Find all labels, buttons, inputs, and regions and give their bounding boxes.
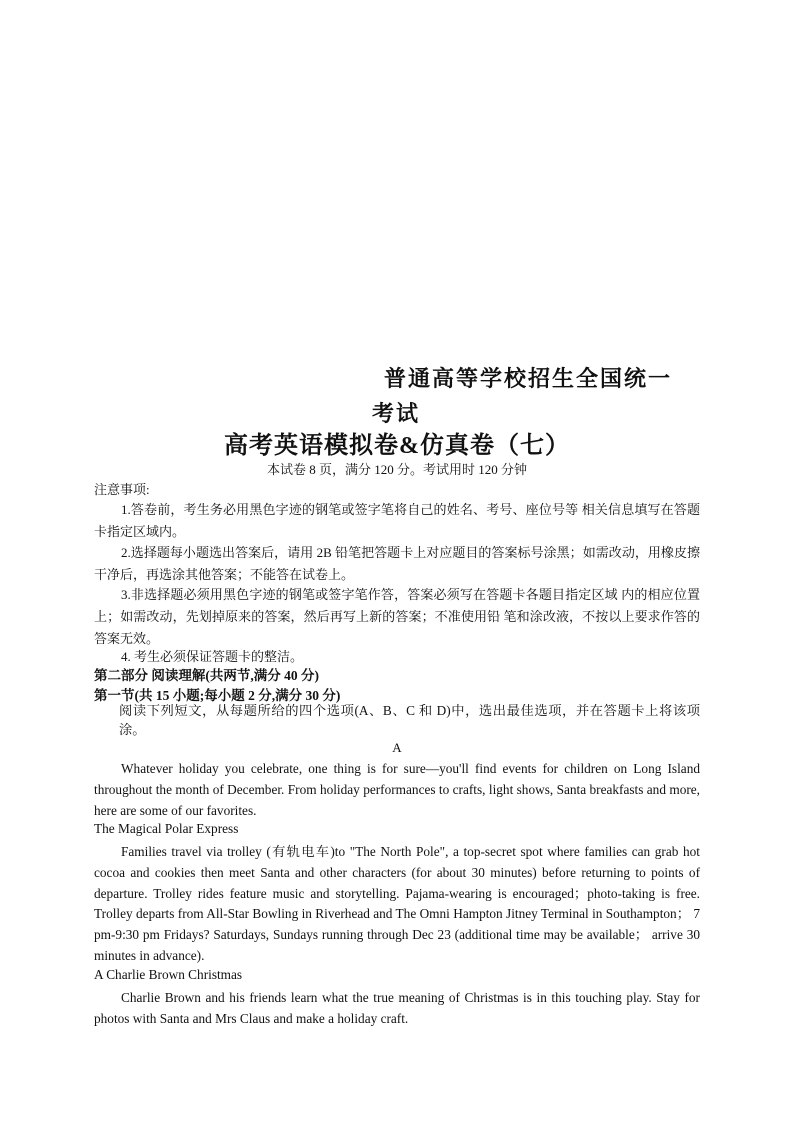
notice-item-3: 3.非选择题必须用黑色字迹的钢笔或签字笔作答，答案必须写在答题卡各题目指定区域 内的相应位置上；如需改动，先划掉原来的答案，然后再写上新的答案；不准使用铅 笔和涂改液，不按以上要求作答的答案无效。 (94, 587, 700, 646)
main-title: 高考英语模拟卷&仿真卷（七） (224, 433, 570, 459)
notice-item-2: 2.选择题每小题选出答案后，请用 2B 铅笔把答题卡上对应题目的答案标号涂黑；如需改动，用橡皮擦干净后，再选涂其他答案；不能答在试卷上。 (94, 545, 700, 582)
section-title: 第一节(共 15 小题;每小题 2 分,满分 30 分) (94, 688, 341, 703)
passage-heading-2: A Charlie Brown Christmas (94, 967, 243, 982)
notice-item-4: 4. 考生必须保证答题卡的整洁。 (121, 649, 304, 664)
notice-label: 注意事项: (94, 482, 150, 497)
exam-title-line2: 考试 (372, 401, 421, 426)
passage-letter: A (392, 740, 402, 755)
passage-intro: Whatever holiday you celebrate, one thing is for sure—you'll find events for children on Long Island throughout the month of December. From holiday performances to crafts, light shows, Santa breakfasts and more, here are some of our favorites. (94, 761, 700, 818)
instruction: 阅读下列短文，从每题所给的四个选项(A、B、C 和 D)中，选出最佳选项，并在答题卡上将该项涂。 (119, 703, 700, 737)
subtitle: 本试卷 8 页，满分 120 分。考试用时 120 分钟 (266, 462, 527, 477)
part-title: 第二部分 阅读理解(共两节,满分 40 分) (94, 668, 319, 683)
notice-item-1: 1.答卷前，考生务必用黑色字迹的钢笔或签字笔将自己的姓名、考号、座位号等 相关信息填写在答题卡指定区域内。 (94, 502, 700, 539)
passage-paragraph-2: Charlie Brown and his friends learn what the true meaning of Christmas is in this touching play. Stay for photos with Santa and Mrs Claus and make a holiday craft. (94, 990, 700, 1026)
passage-heading-1: The Magical Polar Express (94, 821, 239, 836)
passage-paragraph-1: Families travel via trolley (有轨电车)to "The North Pole", a top-secret spot where families can grab hot cocoa and cookies then meet Santa and other characters (for about 30 minutes) before returning to points of departure. Trolley rides feature music and storytelling. Pajama-wearing is encouraged；photo-taking is free. Trolley departs from All-Star Bowling in Riverhead and The Omni Hampton Jitney Terminal in Southampton； 7 pm-9:30 pm Fridays? Saturdays, Sundays running through Dec 23 (additional time may be available； arrive 30 minutes in advance). (94, 844, 700, 963)
exam-title-line1: 普通高等学校招生全国统一 (384, 366, 673, 391)
